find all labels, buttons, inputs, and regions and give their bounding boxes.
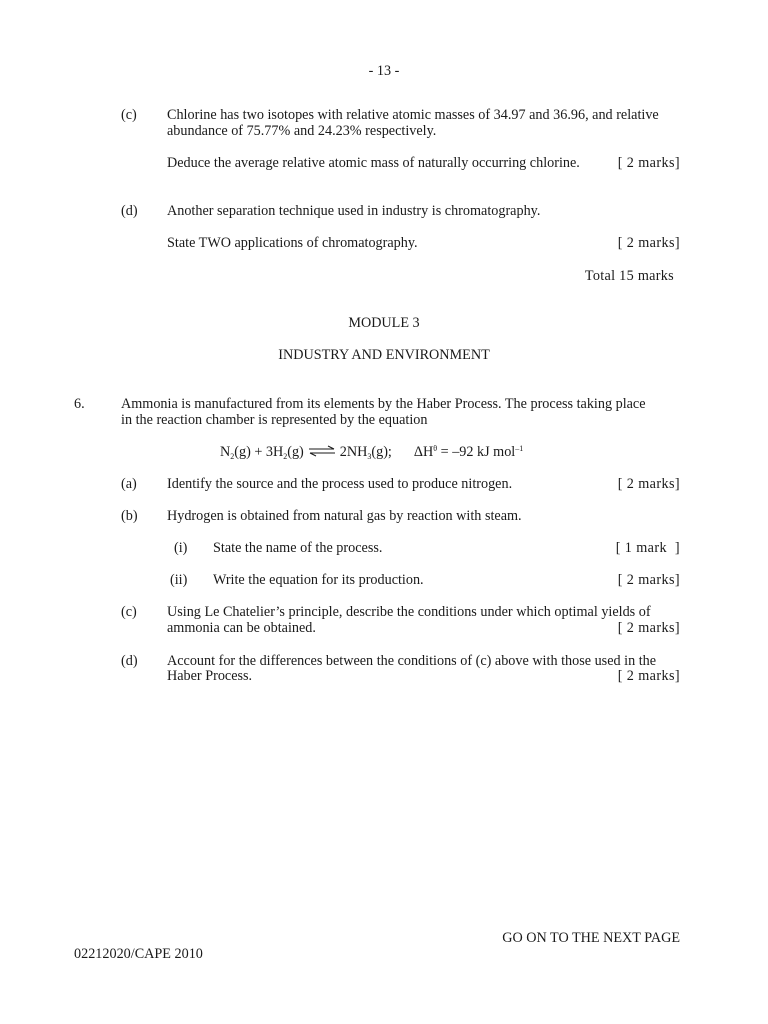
equilibrium-arrows-icon <box>308 445 336 457</box>
q6-number: 6. <box>74 396 85 412</box>
q5d-text: Another separation technique used in industry is chromatography. <box>167 203 541 219</box>
q6-intro-line1: Ammonia is manufactured from its elements by the Haber Process. The process taking place <box>121 396 646 412</box>
q5c-marks: [ 2 marks] <box>617 155 680 171</box>
paper-code: 02212020/CAPE 2010 <box>74 946 203 962</box>
module-subtitle: INDUSTRY AND ENVIRONMENT <box>278 347 490 363</box>
q5c-label: (c) <box>121 107 137 123</box>
go-on-next-page: GO ON TO THE NEXT PAGE <box>502 930 680 946</box>
q6c-text-line1: Using Le Chatelier’s principle, describe the conditions under which optimal yields of <box>167 604 651 620</box>
q6c-label: (c) <box>121 604 137 620</box>
q6b-ii-text: Write the equation for its production. <box>213 572 424 588</box>
q5c-text-line1: Chlorine has two isotopes with relative atomic masses of 34.97 and 36.96, and relative <box>167 107 659 123</box>
q6c-marks: [ 2 marks] <box>617 620 680 636</box>
q5d-marks: [ 2 marks] <box>617 235 680 251</box>
q6a-label: (a) <box>121 476 137 492</box>
q5d-instruction: State TWO applications of chromatography. <box>167 235 418 251</box>
q6-intro-line2: in the reaction chamber is represented by the equation <box>121 412 428 428</box>
page-number: - 13 - <box>368 63 400 79</box>
q6a-text: Identify the source and the process used to produce nitrogen. <box>167 476 513 492</box>
q6d-marks: [ 2 marks] <box>617 668 680 684</box>
q6b-label: (b) <box>121 508 138 524</box>
q6d-text-line1: Account for the differences between the conditions of (c) above with those used in the <box>167 653 657 669</box>
q6d-label: (d) <box>121 653 138 669</box>
q6b-i-marks: [ 1 mark ] <box>615 540 680 556</box>
q6c-text-line2: ammonia can be obtained. <box>167 620 316 636</box>
q6b-i-label: (i) <box>174 540 188 556</box>
haber-equation: $N_2(g) + 3H_2(g)$ $2NH_3(g)$; $\Delta H^\theta = -92$ kJ mol$^{-1}$ <box>220 444 524 461</box>
q6d-text-line2: Haber Process. <box>167 668 253 684</box>
q6b-text: Hydrogen is obtained from natural gas by reaction with steam. <box>167 508 522 524</box>
q5c-instruction: Deduce the average relative atomic mass of naturally occurring chlorine. <box>167 155 580 171</box>
q6b-ii-marks: [ 2 marks] <box>617 572 680 588</box>
total-marks: Total 15 marks <box>584 268 674 284</box>
q6a-marks: [ 2 marks] <box>617 476 680 492</box>
module-title: MODULE 3 <box>348 315 420 331</box>
q5d-label: (d) <box>121 203 138 219</box>
q6b-ii-label: (ii) <box>170 572 188 588</box>
q5c-text-line2: abundance of 75.77% and 24.23% respectively. <box>167 123 437 139</box>
q6b-i-text: State the name of the process. <box>213 540 383 556</box>
